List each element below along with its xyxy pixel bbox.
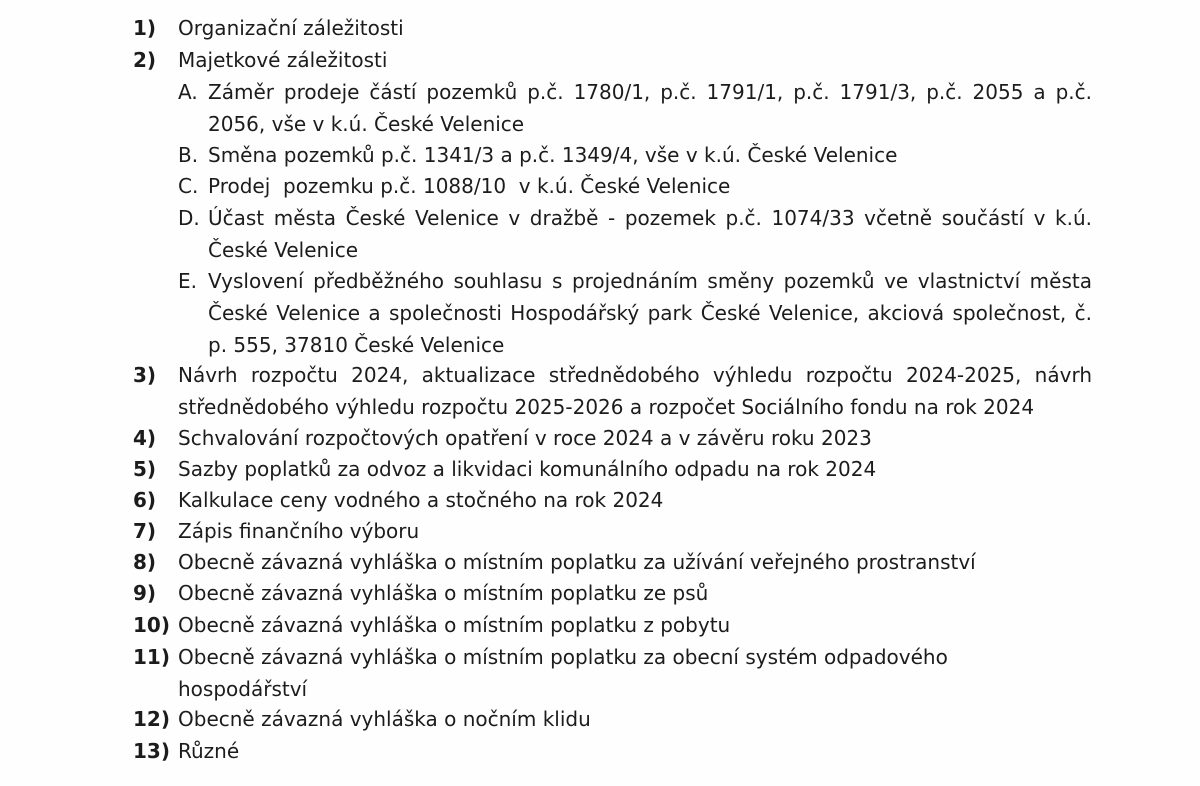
agenda-item-number: 8) <box>132 550 156 574</box>
agenda-item-number: 12) <box>133 707 170 731</box>
agenda-item <box>0 515 1200 547</box>
agenda-item-number: 3) <box>132 363 156 387</box>
agenda-subitem <box>0 170 1200 202</box>
agenda-item-text: Obecně závazná vyhláška o místním poplatku za užívání veřejného prostranství <box>178 550 976 574</box>
agenda-item-text: Kalkulace ceny vodného a stočného na rok 2024 <box>178 488 664 512</box>
agenda-item-number: 1) <box>132 16 156 40</box>
agenda-item-text: Obecně závazná vyhláška o místním poplatku ze psů <box>178 581 709 605</box>
agenda-subitem-letter: A. <box>178 80 198 104</box>
agenda-subitem-letter: D. <box>178 206 200 230</box>
agenda-item <box>0 641 1200 705</box>
agenda-subitem-text: Účast města České Velenice v dražbě - pozemek p.č. 1074/33 včetně součástí v k.ú. České Velenice <box>208 206 1092 262</box>
agenda-subitem <box>0 76 1200 140</box>
agenda-item-number: 11) <box>133 645 170 669</box>
agenda-item-text: Obecně závazná vyhláška o místním poplatku z pobytu <box>178 613 731 637</box>
agenda-item <box>0 735 1200 767</box>
agenda-item-number: 5) <box>132 457 156 481</box>
agenda-item-text: Majetkové záležitosti <box>178 48 388 72</box>
agenda-subitem <box>0 265 1200 361</box>
agenda-item-text: Sazby poplatků za odvoz a likvidaci komunálního odpadu na rok 2024 <box>178 457 877 481</box>
agenda-item-text: Zápis finančního výboru <box>178 519 420 543</box>
agenda-item <box>0 12 1200 44</box>
agenda-subitem-text: Prodej pozemku p.č. 1088/10 v k.ú. České Velenice <box>208 174 731 198</box>
agenda-item-number: 9) <box>132 581 156 605</box>
agenda-item-number: 6) <box>132 488 156 512</box>
agenda-subitem-text: Směna pozemků p.č. 1341/3 a p.č. 1349/4, vše v k.ú. České Velenice <box>208 143 898 167</box>
agenda-subitem-letter: C. <box>178 174 199 198</box>
agenda-item <box>0 484 1200 516</box>
agenda-item-text: Obecně závazná vyhláška o nočním klidu <box>178 707 591 731</box>
agenda-item-number: 10) <box>133 613 170 637</box>
agenda-item <box>0 577 1200 609</box>
agenda-item <box>0 422 1200 454</box>
agenda-item-text: Různé <box>178 739 240 763</box>
agenda-subitem <box>0 202 1200 266</box>
agenda-item-text: Schvalování rozpočtových opatření v roce 2024 a v závěru roku 2023 <box>178 426 872 450</box>
agenda-item <box>0 44 1200 76</box>
agenda-item <box>0 609 1200 641</box>
agenda-item <box>0 546 1200 578</box>
agenda-item-number: 7) <box>132 519 156 543</box>
agenda-item <box>0 703 1200 735</box>
agenda-item-text: Organizační záležitosti <box>178 16 404 40</box>
agenda-item <box>0 359 1200 423</box>
agenda-item-number: 2) <box>132 48 156 72</box>
agenda-item-number: 4) <box>132 426 156 450</box>
agenda-subitem-letter: B. <box>178 143 199 167</box>
agenda-item-text: Návrh rozpočtu 2024, aktualizace střednědobého výhledu rozpočtu 2024-2025, návrh střednědobého výhledu rozpočtu 2025-2026 a rozpočet Sociálního fondu na rok 2024 <box>178 363 1092 419</box>
agenda-subitem-text: Záměr prodeje částí pozemků p.č. 1780/1, p.č. 1791/1, p.č. 1791/3, p.č. 2055 a p.č. 2056, vše v k.ú. České Velenice <box>208 80 1092 136</box>
agenda-subitem-letter: E. <box>178 269 197 293</box>
agenda-subitem <box>0 139 1200 171</box>
agenda-item-text: Obecně závazná vyhláška o místním poplatku za obecní systém odpadového hospodářství <box>178 645 948 701</box>
agenda-item <box>0 453 1200 485</box>
agenda-subitem-text: Vyslovení předběžného souhlasu s projednáním směny pozemků ve vlastnictví města České Velenice a společnosti Hospodářský park České Velenice, akciová společnost, č. p. 555, 37810 České Velenice <box>208 269 1092 357</box>
agenda-item-number: 13) <box>133 739 170 763</box>
